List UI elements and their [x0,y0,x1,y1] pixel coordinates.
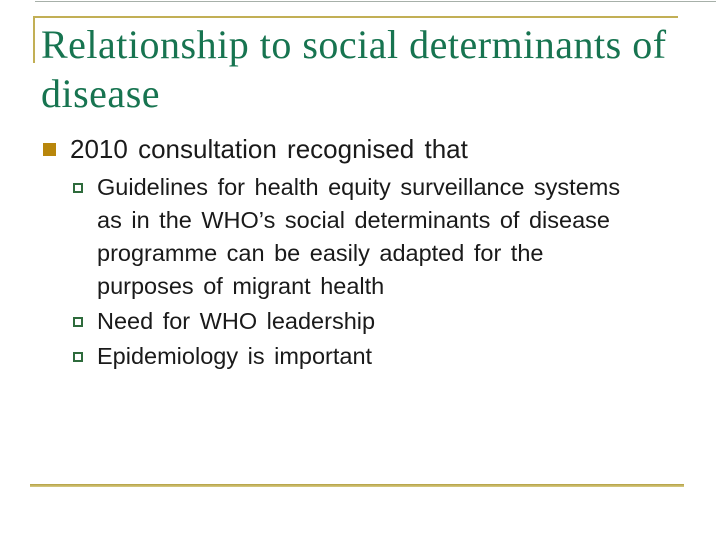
filled-square-bullet-icon [43,143,56,156]
bullet-text [97,171,620,303]
bullet-text-line: Need for WHO leadership [97,308,376,334]
slide-title-line-2: disease [41,71,161,116]
bullet-text-line: Guidelines for health equity surveillance systems [97,174,621,200]
gold-footer-line [30,484,684,487]
slide-title-line-1: Relationship to social determinants of [41,22,667,67]
bullet-text [97,305,375,338]
bullet-text-line: purposes of migrant health [97,273,385,299]
bullet-list [43,131,703,375]
list-item-level1 [43,131,703,168]
gold-accent-line-top [34,16,678,18]
hollow-square-bullet-icon [73,317,83,327]
slide-title [41,20,701,118]
bullet-text-line: as in the WHO’s social determinants of disease [97,207,610,233]
list-item-level2 [43,305,703,338]
hollow-square-bullet-icon [73,183,83,193]
list-item-level2 [43,171,703,303]
top-hairline [35,1,716,2]
bullet-text-line: programme can be easily adapted for the [97,240,544,266]
bullet-text [97,340,372,373]
bullet-text-line: Epidemiology is important [97,343,373,369]
list-item-level2 [43,340,703,373]
hollow-square-bullet-icon [73,352,83,362]
gold-accent-line-left [33,16,35,63]
bullet-text: 2010 consultation recognised that [70,134,468,164]
